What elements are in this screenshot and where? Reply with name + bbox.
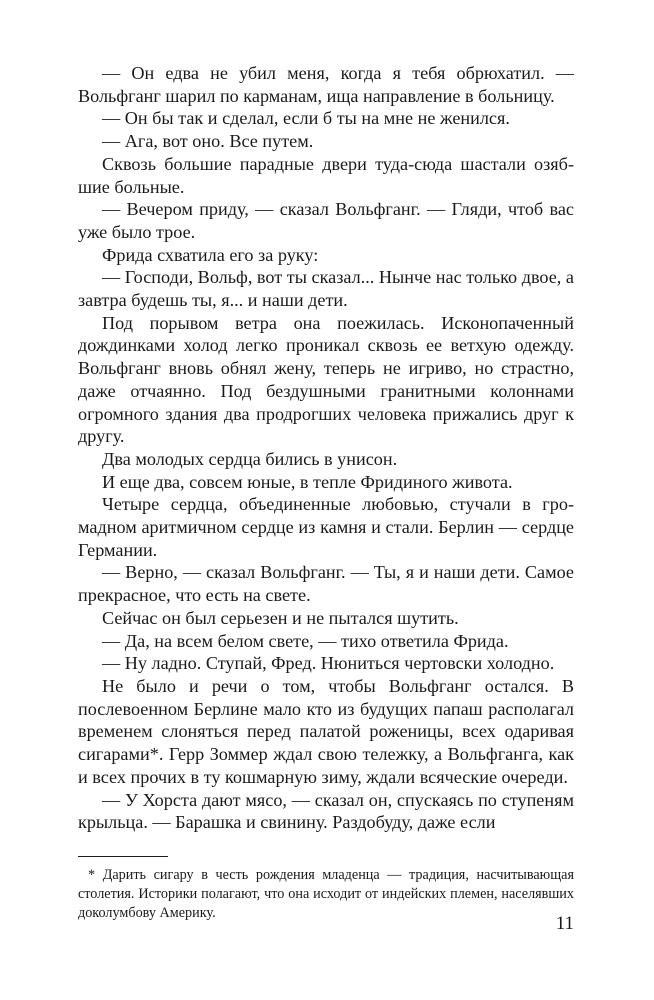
paragraph: — Он едва не убил меня, когда я тебя обрюхатил. — Вольфганг шарил по карманам, ища направление в больницу. — [78, 63, 574, 106]
paragraph: — Ну ладно. Ступай, Фред. Нюниться чертовски холодно. — [102, 653, 555, 674]
paragraph: Сейчас он был серьезен и не пытался шутить. — [102, 607, 459, 628]
footnote: * Дарить сигару в честь рождения младенца — традиция, насчитывающая столетия. Историки полагают, что она исходит от индейских племен, населявших доколумбову Америку. — [78, 867, 574, 921]
paragraph: Четыре сердца, объединенные любовью, стучали в громадном аритмичном сердце из камня и стали. Берлин — сердце Германии. — [78, 494, 574, 560]
paragraph: — Господи, Вольф, вот ты сказал... Нынче нас только двое, а завтра будешь ты, я... и наши дети. — [78, 267, 574, 311]
paragraph: Фрида схватила его за руку: — [102, 244, 319, 265]
paragraph: Два молодых сердца бились в унисон. — [102, 448, 398, 469]
paragraph: — Ага, вот оно. Все путем. — [102, 131, 314, 152]
paragraph: И еще два, совсем юные, в тепле Фридиного живота. — [102, 471, 513, 492]
paragraph: — Он бы так и сделал, если б ты на мне не женился. — [102, 108, 510, 129]
paragraph: — Верно, — сказал Вольфганг. — Ты, я и наши дети. Самое прекрасное, что есть на свете. — [78, 562, 574, 606]
paragraph: — Вечером приду, — сказал Вольфганг. — Гляди, чтоб вас уже было трое. — [78, 199, 574, 242]
footnote-divider — [78, 856, 168, 857]
paragraph: — Да, на всем белом свете, — тихо ответила Фрида. — [102, 630, 509, 651]
paragraph: Не было и речи о том, чтобы Вольфганг остался. В послевоенном Берлине мало кто из будущих папаш располагал временем слоняться перед палатой роженицы, всех одаривая сигарами*. Герр Зоммер ждал свою тележку, а Вольфганга, как и всех прочих в ту кошмарную зиму, ждали всяческие очереди. — [78, 675, 574, 787]
paragraph: Под порывом ветра она поежилась. Исконопаченный дождинками холод легко проникал сквозь ее ветхую одежду. Вольфганг вновь обнял жену, теперь не игриво, но страстно, даже отчаянно. Под бездушными гранитными колоннами огромного здания два продрогших человека прижались друг к другу. — [78, 312, 574, 447]
paragraph: — У Хорста дают мясо, — сказал он, спускаясь по ступеням крыльца. — Барашка и свинину. Раздобуду, даже если — [78, 789, 574, 833]
main-text — [78, 62, 574, 834]
page-number: 11 — [555, 913, 574, 934]
paragraph: Сквозь большие парадные двери туда-сюда шастали озябшие больные. — [78, 153, 574, 197]
